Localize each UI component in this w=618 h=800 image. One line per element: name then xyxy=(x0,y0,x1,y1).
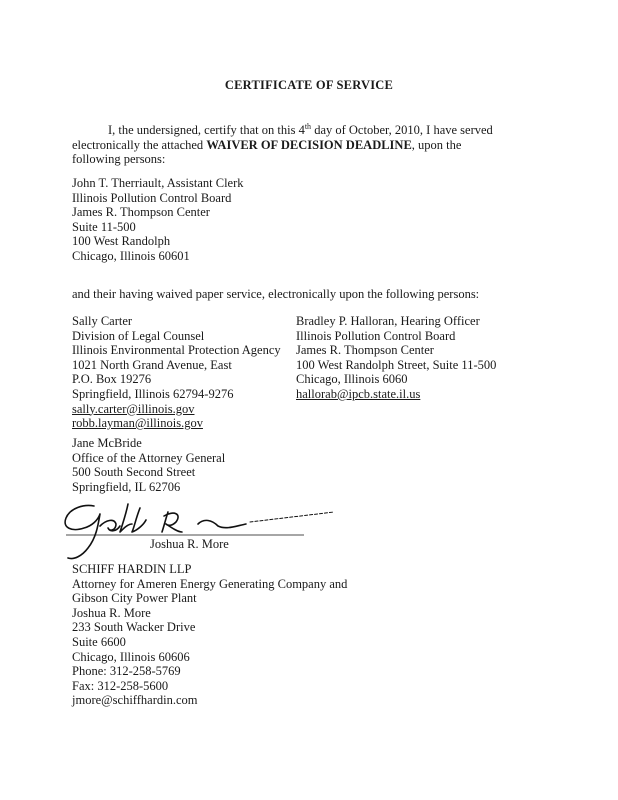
right-recipient-line: Chicago, Illinois 6060 xyxy=(296,372,408,387)
document-name: WAIVER OF DECISION DEADLINE xyxy=(206,137,412,152)
primary-recipient-line: Chicago, Illinois 60601 xyxy=(72,248,190,263)
firm-line: SCHIFF HARDIN LLP xyxy=(72,562,192,576)
intro-text-2: day of October, 2010, I have served electronically the attached xyxy=(72,123,493,152)
firm-line: Attorney for Ameren Energy Generating Company and xyxy=(72,576,348,591)
third-recipient-block xyxy=(72,436,225,494)
primary-recipient-line: Suite 11-500 xyxy=(72,219,136,234)
left-recipient-line: Sally Carter xyxy=(72,314,133,328)
third-recipient-line: Springfield, IL 62706 xyxy=(72,479,181,494)
firm-line: Suite 6600 xyxy=(72,634,126,649)
email-link[interactable]: sally.carter@illinois.gov xyxy=(72,401,195,416)
waived-service-text: and their having waived paper service, electronically upon the following persons: xyxy=(72,287,480,301)
signer-name: Joshua R. More xyxy=(150,537,229,551)
right-recipient-block xyxy=(296,314,496,402)
left-recipient-line: Division of Legal Counsel xyxy=(72,328,205,343)
primary-recipient-block xyxy=(72,176,244,264)
third-recipient-line: 500 South Second Street xyxy=(72,465,196,480)
primary-recipient-line: 100 West Randolph xyxy=(72,234,171,249)
firm-line: Joshua R. More xyxy=(72,605,151,620)
firm-block xyxy=(72,562,347,708)
left-recipient-line: Illinois Environmental Protection Agency xyxy=(72,343,281,358)
firm-line: Gibson City Power Plant xyxy=(72,591,197,606)
handwritten-signature xyxy=(58,498,348,562)
left-recipient-block xyxy=(72,314,281,431)
left-recipient-line: 1021 North Grand Avenue, East xyxy=(72,357,232,372)
left-recipient-line: P.O. Box 19276 xyxy=(72,372,152,387)
third-recipient-line: Jane McBride xyxy=(72,436,142,450)
email-link[interactable]: robb.layman@illinois.gov xyxy=(72,416,203,431)
primary-recipient-line: James R. Thompson Center xyxy=(72,205,210,220)
right-recipient-line: Bradley P. Halloran, Hearing Officer xyxy=(296,314,480,328)
document-title: CERTIFICATE OF SERVICE xyxy=(224,78,394,92)
intro-text-3: , upon the following persons: xyxy=(72,137,462,167)
left-recipient-line: Springfield, Illinois 62794-9276 xyxy=(72,386,234,401)
firm-email[interactable]: jmore@schiffhardin.com xyxy=(72,693,198,708)
firm-line: 233 South Wacker Drive xyxy=(72,620,196,635)
intro-text-1: I, the undersigned, certify that on this 4 xyxy=(108,123,305,138)
intro-superscript: th xyxy=(304,122,312,131)
right-recipient-line: 100 West Randolph Street, Suite 11-500 xyxy=(296,357,497,372)
firm-line: Fax: 312-258-5600 xyxy=(72,678,169,693)
primary-recipient-line: John T. Therriault, Assistant Clerk xyxy=(72,176,244,190)
firm-line: Phone: 312-258-5769 xyxy=(72,664,181,679)
third-recipient-line: Office of the Attorney General xyxy=(72,450,226,465)
right-recipient-line: James R. Thompson Center xyxy=(296,343,434,358)
intro-paragraph xyxy=(72,120,512,167)
email-link[interactable]: hallorab@ipcb.state.il.us xyxy=(296,386,421,401)
firm-line: Chicago, Illinois 60606 xyxy=(72,649,190,664)
primary-recipient-line: Illinois Pollution Control Board xyxy=(72,190,232,205)
right-recipient-line: Illinois Pollution Control Board xyxy=(296,328,456,343)
